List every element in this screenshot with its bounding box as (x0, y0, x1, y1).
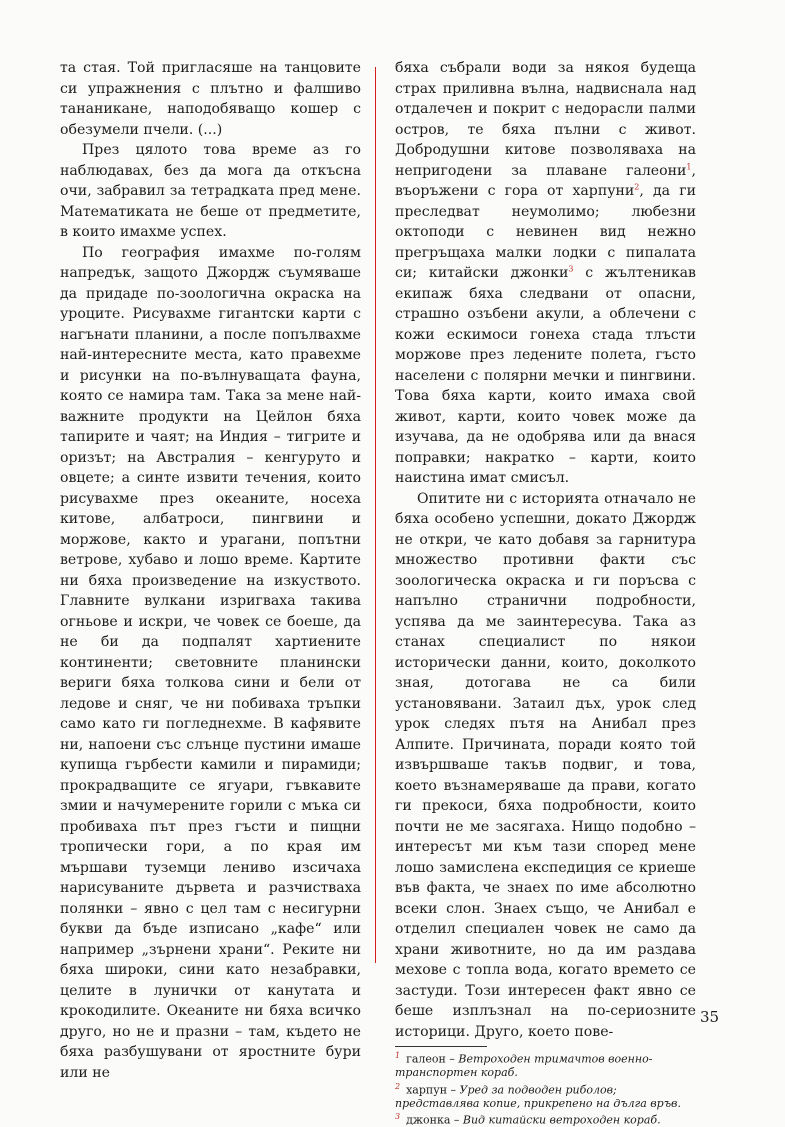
paragraph (395, 58, 696, 489)
text-run: , въоръжени с гора от харпуни (395, 162, 696, 199)
footnote-dash: – (450, 1113, 463, 1127)
footnote-ref-3[interactable]: 3 (568, 264, 574, 274)
footnotes (395, 1049, 696, 1127)
page-number: 35 (700, 1008, 720, 1026)
footnote-separator (395, 1046, 487, 1047)
footnote-dash: – (447, 1083, 460, 1097)
footnote-number: 2 (395, 1081, 401, 1091)
paragraph: През цялото това време аз го наблюдавах, без да мога да откъсна очи, забравил за тетрадката пред мене. Математиката не беше от предметите, в които имахме успех. (60, 142, 361, 240)
footnote-term: джонка (406, 1113, 451, 1127)
text-run: бяха събрали води за някоя будеща страх приливна вълна, надвиснала над отдалечен и покрит с недорасли палми остров, те бяха пълни с живот. Добродушни китове позволяваха на непригодени за плаване галеони (395, 60, 696, 179)
footnote-dash: – (445, 1052, 459, 1066)
footnote-number: 1 (395, 1051, 401, 1060)
right-column (395, 58, 696, 1127)
footnote-term: галеон (406, 1052, 446, 1066)
footnote-definition: Ветроходен тримачтов военно-транспортен кораб. (395, 1052, 653, 1080)
footnote-term: харпун (406, 1083, 448, 1097)
footnote-1 (395, 1049, 696, 1080)
footnote-ref-1[interactable]: 1 (686, 161, 692, 171)
text-run: с жълтеникав екипаж бяха следвани от опасни, страшно озъбени акули, а облечени с кожи ескимоси гонеха стада тлъсти моржове през ледените полета, гъсто населени с полярни мечки и пингвини. Това бяха карти, които имаха свой живот, карти, които човек може да изучава, да не одобрява или да внася поправки; накратко – карти, които наистина имат смисъл. (395, 265, 696, 486)
footnote-ref-2[interactable]: 2 (634, 182, 640, 192)
footnote-definition: Уред за подводен риболов; представлява копие, прикрепено на дълга връв. (395, 1083, 681, 1110)
paragraph: Опитите ни с историята отначало не бяха особено успешни, докато Джордж не откри, че като добавя за гарнитура множество противни факти със зоологическа окраска и ги поръсва с напълно странични подробности, успява да ме заинтересува. Така аз станах специалист по някои исторически данни, които, доколкото зная, дотогава не са били установявани. Затаил дъх, урок след урок следях пътя на Анибал през Алпите. Причината, поради която той извършваше такъв подвиг, и това, което възнамеряваше да прави, когато ги прекоси, бяха подробности, които почти не ме засягаха. Нищо подобно – интересът ми към тази според мене лошо замислена експедиция се криеше във факта, че знаех по име абсолютно всеки слон. Знаех също, че Анибал е отделил специален човек не само да храни животните, но да им раздава мехове с топла вода, когато времето се застуди. Този интересен факт явно се беше изплъзнал на по-сериозните историци. Друго, което пове- (395, 490, 696, 1040)
left-column (60, 58, 361, 1083)
footnote-3 (395, 1110, 696, 1127)
footnote-2 (395, 1080, 696, 1111)
column-divider (375, 67, 376, 963)
text-run: , да ги преследват неумолимо; любезни октоподи с невинен вид нежно прегръщаха малки лодки с пипалата си; китайски джонки (395, 183, 696, 281)
paragraph: та стая. Той пригласяше на танцовите си упражнения с плътно и фалшиво тананикане, наподобяващо кошер с обезумели пчели. (...) (60, 60, 361, 138)
paragraph: По география имахме по-голям напредък, защото Джордж съумяваше да придаде по-зоологична окраска на уроците. Рисувахме гигантски карти с нагънати планини, а после попълвахме най-интересните места, като правехме и рисунки на по-вълнуващата фауна, която се намира там. Така за мене най-важните продукти на Цейлон бяха тапирите и чаят; на Индия – тигрите и оризът; на Австралия – кенгуруто и овцете; а синте извити течения, които рисувахме през океаните, носеха китове, албатроси, пингвини и моржове, както и урагани, попътни ветрове, хубаво и лошо време. Картите ни бяха произведение на изкуството. Главните вулкани изригваха такива огньове и искри, че човек се боеше, да не би да подпалят хартиените континенти; световните планински вериги бяха толкова сини и бели от ледове и сняг, че ни побиваха тръпки само като ги погледнехме. В кафявите ни, напоени със слънце пустини имаше купища гърбести камили и пирамиди; прокрадващите се ягуари, гъвкавите змии и начумерените горили с мъка си пробиваха път през гъсти и пищни тропически гори, а по края им мършави туземци лениво изсичаха нарисуваните дървета и разчистваха полянки – явно с цел там с несигурни букви да бъде изписано „кафе“ или например „зърнени храни“. Реките ни бяха широки, сини като незабравки, целите в лунички от канутата и крокодилите. Океаните ни бяха всичко друго, но не и празни – там, където не бяха разбушувани от яростните бури или не (60, 244, 361, 1081)
footnote-number: 3 (395, 1112, 401, 1122)
footnote-definition: Вид китайски ветроходен кораб. (462, 1113, 661, 1127)
